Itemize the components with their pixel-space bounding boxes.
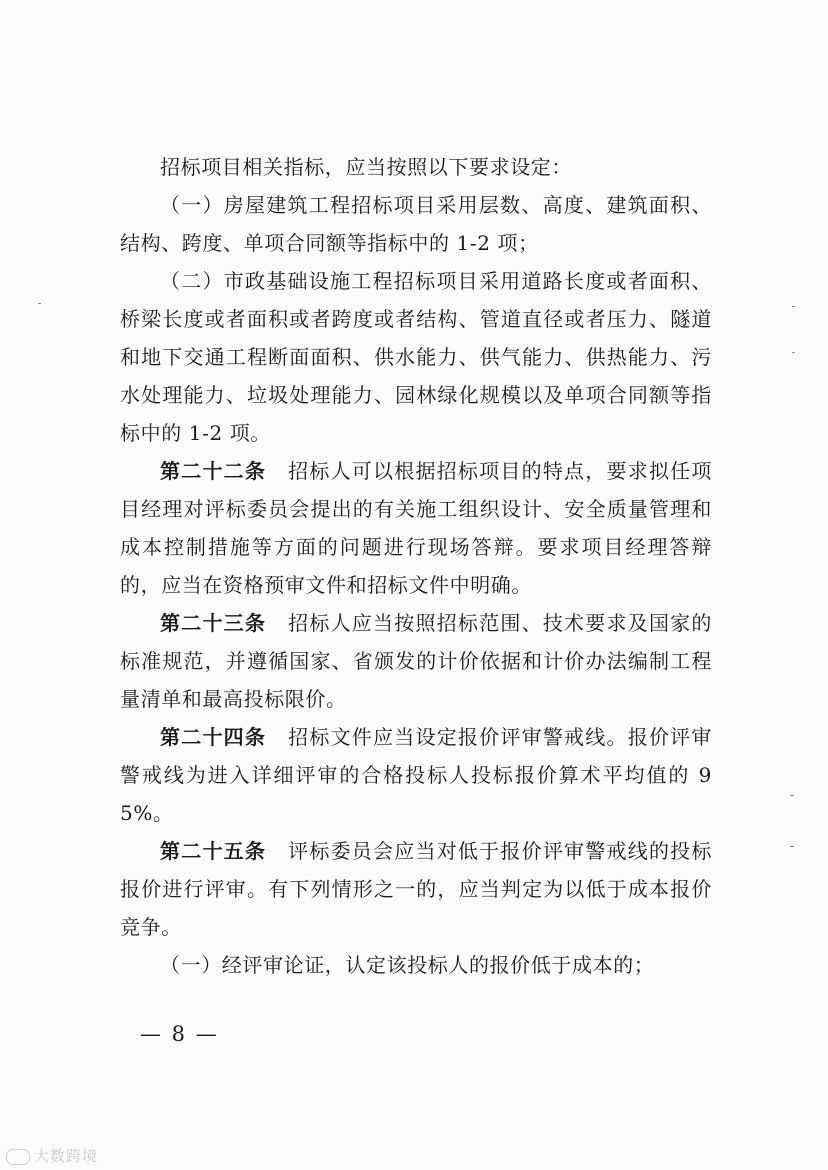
paragraph-intro: 招标项目相关指标，应当按照以下要求设定： xyxy=(160,155,572,179)
paragraph-sub-item-1: （一）经评审论证，认定该投标人的报价低于成本的； xyxy=(160,953,655,977)
article-25 xyxy=(120,832,712,946)
article-24-text: 招标文件应当设定报价评审警戒线。报价评审警戒线为进入详细评审的合格投标人投标报价算术平均值的 95%。 xyxy=(120,725,712,825)
article-22-text: 招标人可以根据招标项目的特点，要求拟任项目经理对评标委员会提出的有关施工组织设计、安全质量管理和成本控制措施等方面的问题进行现场答辩。要求项目经理答辩的，应当在资格预审文件和招标文件中明确。 xyxy=(120,459,712,597)
paragraph-item-1: （一）房屋建筑工程招标项目采用层数、高度、建筑面积、结构、跨度、单项合同额等指标中的 1-2 项； xyxy=(120,193,712,255)
article-25-text: 评标委员会应当对低于报价评审警戒线的投标报价进行评审。有下列情形之一的，应当判定为以低于成本报价竞争。 xyxy=(120,839,712,939)
article-23 xyxy=(120,604,712,718)
page-number: — 8 — xyxy=(140,1022,219,1046)
paragraph-item-2: （二）市政基础设施工程招标项目采用道路长度或者面积、桥梁长度或者面积或者跨度或者结构、管道直径或者压力、隧道和地下交通工程断面面积、供水能力、供气能力、供热能力、污水处理能力、垃圾处理能力、园林绿化规模以及单项合同额等指标中的 1-2 项。 xyxy=(120,269,712,445)
article-24 xyxy=(120,718,712,832)
article-22 xyxy=(120,452,712,604)
document-body xyxy=(120,148,712,984)
scan-mark xyxy=(792,352,795,353)
scan-mark xyxy=(790,846,794,847)
scan-mark xyxy=(792,306,795,307)
watermark xyxy=(6,1145,98,1166)
article-23-title: 第二十三条 xyxy=(160,611,267,635)
article-25-title: 第二十五条 xyxy=(160,839,267,863)
article-23-text: 招标人应当按照招标范围、技术要求及国家的标准规范，并遵循国家、省颁发的计价依据和计价办法编制工程量清单和最高投标限价。 xyxy=(120,611,712,711)
watermark-logo-icon xyxy=(6,1149,30,1165)
scan-mark xyxy=(790,795,794,796)
scan-mark xyxy=(38,303,41,304)
watermark-text: 大数跨境 xyxy=(34,1147,99,1165)
article-24-title: 第二十四条 xyxy=(160,725,267,749)
article-22-title: 第二十二条 xyxy=(160,459,267,483)
